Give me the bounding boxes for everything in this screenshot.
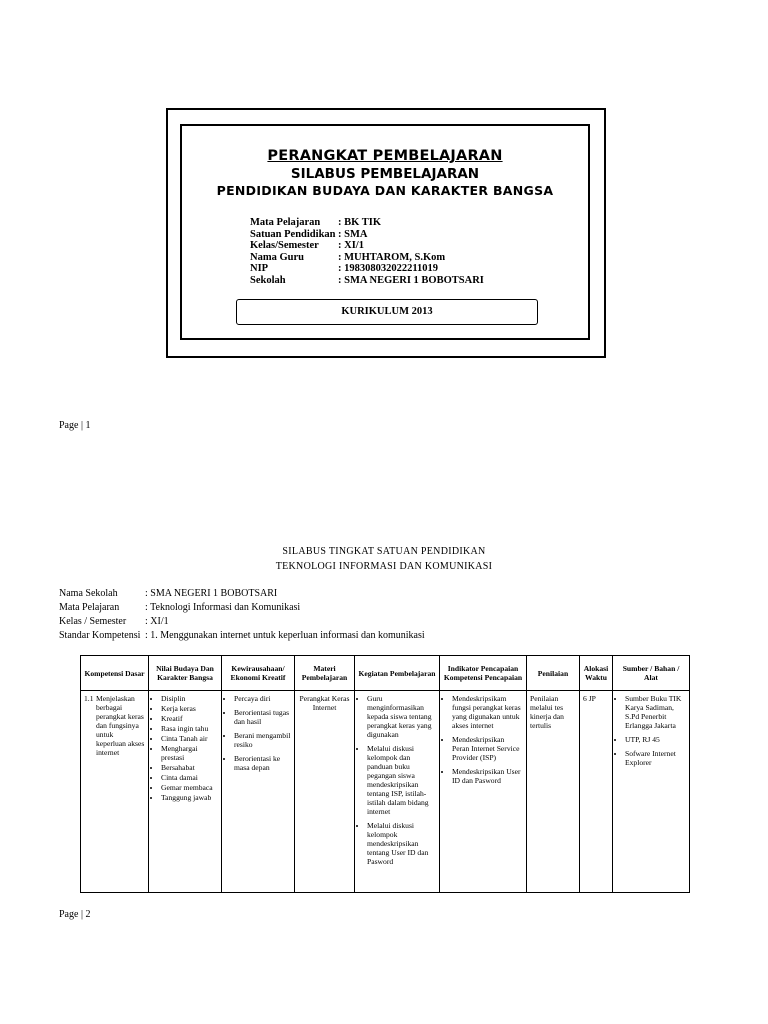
list-item: • Sumber Buku TIK Karya Sadiman, S.Pd Penerbit Erlangga Jakarta (625, 694, 686, 730)
list-item: • Kerja keras (161, 704, 218, 713)
meta-row (59, 629, 425, 643)
list-item: • Mendeskripsikan Peran Internet Service Provider (ISP) (452, 735, 523, 762)
list-item: • Melalui diskusi kelompok mendeskripsikan tentang User ID dan Pasword (367, 821, 436, 866)
list-item: • Berorientasi ke masa depan (234, 754, 291, 772)
info-value: : MUHTAROM, S.Kom (338, 251, 446, 263)
info-label: NIP (250, 263, 269, 275)
page-number-1: Page | 1 (59, 420, 91, 431)
table-row (81, 691, 690, 893)
cell-sumber (613, 691, 690, 893)
meta-value: : Teknologi Informasi dan Komunikasi (145, 602, 301, 613)
header-sumber: Sumber / Bahan / Alat (613, 656, 690, 691)
cell-kewirausahaan (222, 691, 295, 893)
list-item: • Cinta Tanah air (161, 734, 218, 743)
cell-nilai-budaya (149, 691, 222, 893)
meta-label: Standar Kompetensi (59, 630, 141, 641)
header-kegiatan: Kegiatan Pembelajaran (355, 656, 440, 691)
header-indikator: Indikator Pencapaian Kompetensi Pencapaian (440, 656, 527, 691)
info-row (250, 240, 484, 252)
header-penilaian: Penilaian (527, 656, 580, 691)
info-value: : BK TIK (338, 217, 381, 228)
meta-value: : XI/1 (145, 616, 169, 627)
info-row (250, 275, 484, 287)
kewira-list (225, 694, 291, 772)
meta-label: Kelas / Semester (59, 616, 127, 627)
syllabus-table (80, 655, 690, 893)
syllabus-meta (59, 587, 425, 643)
kurikulum-box: KURIKULUM 2013 (236, 299, 538, 325)
list-item: • Rasa ingin tahu (161, 724, 218, 733)
info-value: : SMA NEGERI 1 BOBOTSARI (338, 274, 484, 286)
kd-text: Menjelaskan berbagai perangkat keras dan fungsinya untuk keperluan akses internet (96, 694, 145, 757)
list-item: • Tanggung jawab (161, 793, 218, 802)
list-item: • Menghargai prestasi (161, 744, 218, 762)
list-item: • Percaya diri (234, 694, 291, 703)
list-item: • Gemar membaca (161, 783, 218, 792)
header-materi: Materi Pembelajaran (295, 656, 355, 691)
meta-value: : SMA NEGERI 1 BOBOTSARI (145, 588, 278, 599)
cover-subtitle-2: PENDIDIKAN BUDAYA DAN KARAKTER BANGSA (216, 183, 554, 198)
kd-number: 1.1 (84, 694, 94, 703)
info-row (250, 263, 484, 275)
list-item: • Mendeskripsikan User ID dan Pasword (452, 767, 523, 785)
syllabus-title: SILABUS TINGKAT SATUAN PENDIDIKAN (282, 546, 486, 557)
cell-alokasi: 6 JP (580, 691, 613, 893)
table-header-row (81, 656, 690, 691)
page-number-2: Page | 2 (59, 909, 91, 920)
list-item: • Kreatif (161, 714, 218, 723)
info-label: Sekolah (250, 274, 286, 286)
syllabus-subject-title: TEKNOLOGI INFORMASI DAN KOMUNIKASI (275, 561, 493, 572)
cell-kegiatan (355, 691, 440, 893)
info-label: Satuan Pendidikan (250, 228, 336, 240)
header-nilai-budaya: Nilai Budaya Dan Karakter Bangsa (149, 656, 222, 691)
cover-info-block (250, 217, 484, 287)
info-value: : XI/1 (338, 240, 364, 252)
meta-row (59, 615, 425, 629)
list-item: • Melalui diskusi kelompok dan panduan buku pegangan siswa mendeskripsikan tentang ISP, istilah-istilah dalam bidang internet (367, 744, 436, 816)
info-value: : SMA (338, 228, 368, 240)
info-label: Nama Guru (250, 251, 304, 263)
list-item: • Disiplin (161, 694, 218, 703)
indikator-list (443, 694, 523, 785)
list-item: • Sofware Internet Explorer (625, 749, 686, 767)
header-kompetensi-dasar: Kompetensi Dasar (81, 656, 149, 691)
list-item: • Berani mengambil resiko (234, 731, 291, 749)
cell-materi: Perangkat Keras Internet (295, 691, 355, 893)
list-item: • Berorientasi tugas dan hasil (234, 708, 291, 726)
info-value: : 198308032022211019 (338, 263, 439, 275)
kegiatan-list (358, 694, 436, 866)
meta-label: Mata Pelajaran (59, 602, 120, 613)
cell-indikator (440, 691, 527, 893)
info-row (250, 229, 484, 241)
cover-subtitle: SILABUS PEMBELAJARAN (290, 166, 480, 182)
list-item: • Guru menginformasikan kepada siswa tentang perangkat keras yang digunakan (367, 694, 436, 739)
meta-value: : 1. Menggunakan internet untuk keperluan informasi dan komunikasi (145, 630, 425, 641)
nilai-list (152, 694, 218, 802)
cell-kompetensi-dasar (81, 691, 149, 893)
info-label: Kelas/Semester (250, 240, 319, 252)
header-kewirausahaan: Kewirausahaan/ Ekonomi Kreatif (222, 656, 295, 691)
info-row (250, 217, 484, 229)
list-item: • Mendeskripsikam fungsi perangkat keras yang digunakan untuk akses internet (452, 694, 523, 730)
meta-label: Nama Sekolah (59, 588, 118, 599)
list-item: • UTP, RJ 45 (625, 735, 686, 744)
list-item: • Cinta damai (161, 773, 218, 782)
info-row (250, 252, 484, 264)
meta-row (59, 601, 425, 615)
sumber-list (616, 694, 686, 767)
meta-row (59, 587, 425, 601)
header-alokasi: Alokasi Waktu (580, 656, 613, 691)
cell-penilaian: Penilaian melalui tes kinerja dan tertulis (527, 691, 580, 893)
info-label: Mata Pelajaran (250, 217, 321, 228)
list-item: • Bersahabat (161, 763, 218, 772)
cover-title: PERANGKAT PEMBELAJARAN (267, 148, 503, 164)
kd-entry (84, 694, 145, 757)
